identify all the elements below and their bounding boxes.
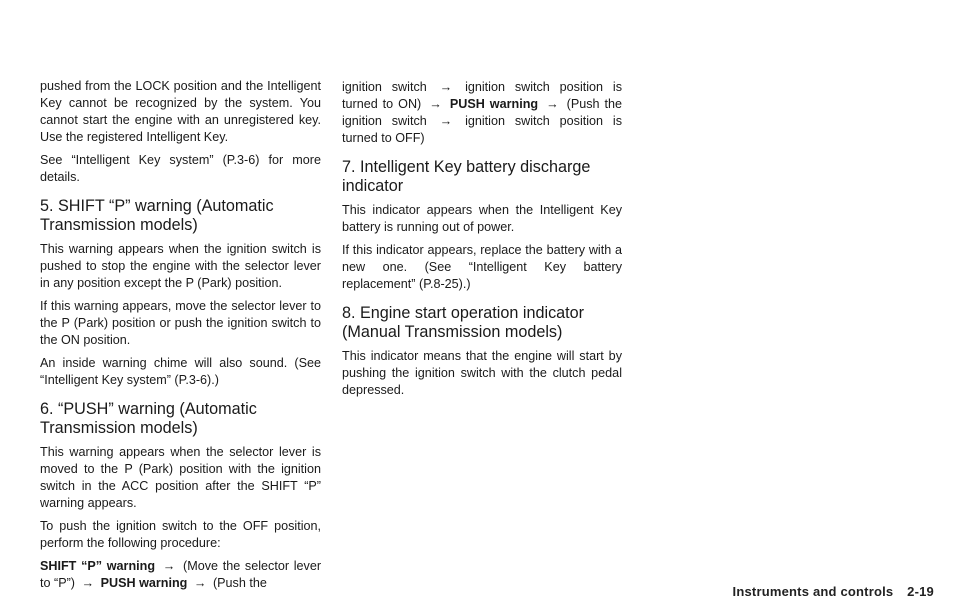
left-column xyxy=(40,78,321,598)
procedure-continued xyxy=(342,79,622,147)
right-paragraph-2: This indicator appears when the Intelligent Key battery is running out of power. xyxy=(342,203,622,234)
arrow-icon: → xyxy=(546,97,559,111)
arrow-icon: → xyxy=(439,80,453,94)
heading-engine-start-indicator: 8. Engine start operation indicator (Manual Transmission models) xyxy=(342,304,585,341)
page-number: 2-19 xyxy=(907,584,934,599)
heading-shift-p-warning: 5. SHIFT “P” warning (Automatic Transmission models) xyxy=(40,197,274,234)
procedure-push-label: PUSH warning xyxy=(449,97,539,111)
footer-section-title: Instruments and controls xyxy=(732,584,894,599)
procedure-step-text: (Push the ignition switch xyxy=(342,97,623,128)
heading-push-warning: 6. “PUSH” warning (Automatic Transmission models) xyxy=(40,400,257,437)
page-footer xyxy=(733,584,934,599)
arrow-icon: → xyxy=(162,559,176,573)
procedure-step-text: ignition switch position is turned to ON) xyxy=(342,80,623,111)
heading-battery-discharge-indicator: 7. Intelligent Key battery discharge indicator xyxy=(342,158,591,195)
left-paragraph-2: See “Intelligent Key system” (P.3-6) for more details. xyxy=(40,153,321,184)
procedure-shift-p-label: SHIFT “P” warning xyxy=(40,559,156,573)
arrow-icon: → xyxy=(439,114,453,128)
procedure-step-text: ignition switch xyxy=(342,80,427,94)
left-paragraph-5: An inside warning chime will also sound. (See “Intelligent Key system” (P.3-6).) xyxy=(40,356,321,387)
procedure-step-text: ignition switch position is turned to OFF) xyxy=(342,114,623,145)
arrow-icon: → xyxy=(429,97,442,111)
left-paragraph-1: pushed from the LOCK position and the Intelligent Key cannot be recognized by the system. You cannot start the engine with an unregistered key. Use the registered Intelligent Key. xyxy=(40,79,321,144)
procedure-push-label: PUSH warning xyxy=(100,576,188,590)
procedure-step-text: (Move the selector lever to “P”) xyxy=(40,559,322,590)
right-paragraph-4: This indicator means that the engine will start by pushing the ignition switch with the clutch pedal depressed. xyxy=(342,349,622,397)
right-column xyxy=(342,79,622,405)
right-paragraph-3: If this indicator appears, replace the battery with a new one. (See “Intelligent Key battery replacement” (P.8-25).) xyxy=(342,243,622,291)
left-paragraph-7: To push the ignition switch to the OFF position, perform the following procedure: xyxy=(40,519,321,550)
left-paragraph-3: This warning appears when the ignition switch is pushed to stop the engine with the selector lever in any position except the P (Park) position. xyxy=(40,242,321,290)
procedure-step-text: (Push the xyxy=(212,576,267,590)
arrow-icon: → xyxy=(193,576,207,590)
left-paragraph-6: This warning appears when the selector lever is moved to the P (Park) position with the ignition switch in the ACC position after the SHIFT “P” warning appears. xyxy=(40,445,321,510)
procedure-line xyxy=(40,558,321,592)
arrow-icon: → xyxy=(81,576,95,590)
left-paragraph-4: If this warning appears, move the selector lever to the P (Park) position or push the ignition switch to the ON position. xyxy=(40,299,321,347)
